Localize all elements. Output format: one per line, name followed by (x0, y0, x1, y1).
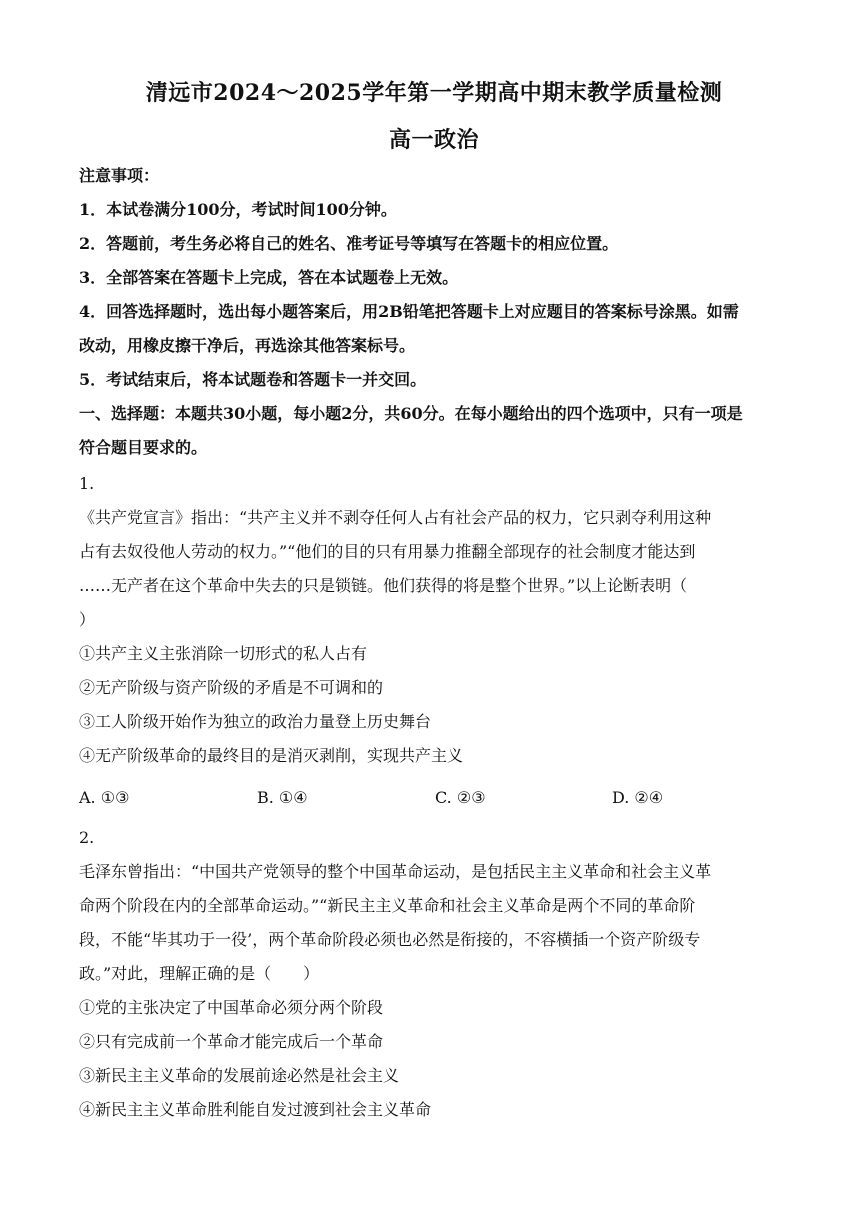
question-2-statement-4: ④新民主主义革命胜利能自发过渡到社会主义革命 (79, 1100, 432, 1119)
notice-item-5: 5．考试结束后，将本试题卷和答题卡一并交回。 (79, 370, 427, 389)
question-1-option-b[interactable]: B. ①④ (257, 788, 308, 807)
exam-subject: 高一政治 (388, 127, 479, 153)
question-1-stem-line: ） (79, 610, 96, 629)
question-1-stem-line: ……无产者在这个革命中失去的只是锁链。他们获得的将是整个世界。”以上论断表明（ (79, 576, 688, 595)
question-1-statement-1: ①共产主义主张消除一切形式的私人占有 (79, 644, 368, 663)
exam-title: 清远市2024～2025学年第一学期高中期末教学质量检测 (145, 80, 723, 106)
notice-item-1: 1．本试卷满分100分，考试时间100分钟。 (79, 200, 397, 219)
question-1-statement-2: ②无产阶级与资产阶级的矛盾是不可调和的 (79, 678, 384, 697)
question-1-option-c[interactable]: C. ②③ (435, 788, 486, 807)
question-2-statement-2: ②只有完成前一个革命才能完成后一个革命 (79, 1032, 384, 1051)
question-2-number: 2. (79, 828, 95, 847)
question-2-stem-line: 政。”对此，理解正确的是（ ） (79, 964, 320, 983)
question-1-stem-line: 《共产党宣言》指出：“共产主义并不剥夺任何人占有社会产品的权力，它只剥夺利用这种 (79, 508, 712, 527)
question-2-statement-3: ③新民主主义革命的发展前途必然是社会主义 (79, 1066, 400, 1085)
notice-item-4-cont: 改动，用橡皮擦干净后，再选涂其他答案标号。 (79, 336, 416, 355)
notice-item-2: 2．答题前，考生务必将自己的姓名、准考证号等填写在答题卡的相应位置。 (79, 234, 619, 253)
question-1-statement-4: ④无产阶级革命的最终目的是消灭剥削，实现共产主义 (79, 746, 464, 765)
question-1-number: 1. (79, 474, 95, 493)
notice-item-3: 3．全部答案在答题卡上完成，答在本试题卷上无效。 (79, 268, 459, 287)
question-1-stem-line: 占有去奴役他人劳动的权力。”“他们的目的只有用暴力推翻全部现存的社会制度才能达到 (79, 542, 696, 561)
notice-item-4: 4．回答选择题时，选出每小题答案后，用2B铅笔把答题卡上对应题目的答案标号涂黑。如需 (79, 302, 739, 321)
section-heading-cont: 符合题目要求的。 (79, 438, 208, 457)
section-heading: 一、选择题：本题共30小题，每小题2分，共60分。在每小题给出的四个选项中，只有一项是 (79, 404, 743, 423)
question-2-stem-line: 段，不能“毕其功于一役’，两个革命阶段必须也必然是衔接的，不容横插一个资产阶级专 (79, 930, 701, 949)
question-1-option-a[interactable]: A. ①③ (79, 788, 130, 807)
question-1-statement-3: ③工人阶级开始作为独立的政治力量登上历史舞台 (79, 712, 432, 731)
question-1-option-d[interactable]: D. ②④ (612, 788, 664, 807)
question-2-stem-line: 命两个阶段在内的全部革命运动。”“新民主主义革命和社会主义革命是两个不同的革命阶 (79, 896, 696, 915)
notice-heading: 注意事项： (79, 166, 160, 185)
question-2-statement-1: ①党的主张决定了中国革命必须分两个阶段 (79, 998, 384, 1017)
question-2-stem-line: 毛泽东曾指出：“中国共产党领导的整个中国革命运动，是包括民主主义革命和社会主义革 (79, 862, 712, 881)
